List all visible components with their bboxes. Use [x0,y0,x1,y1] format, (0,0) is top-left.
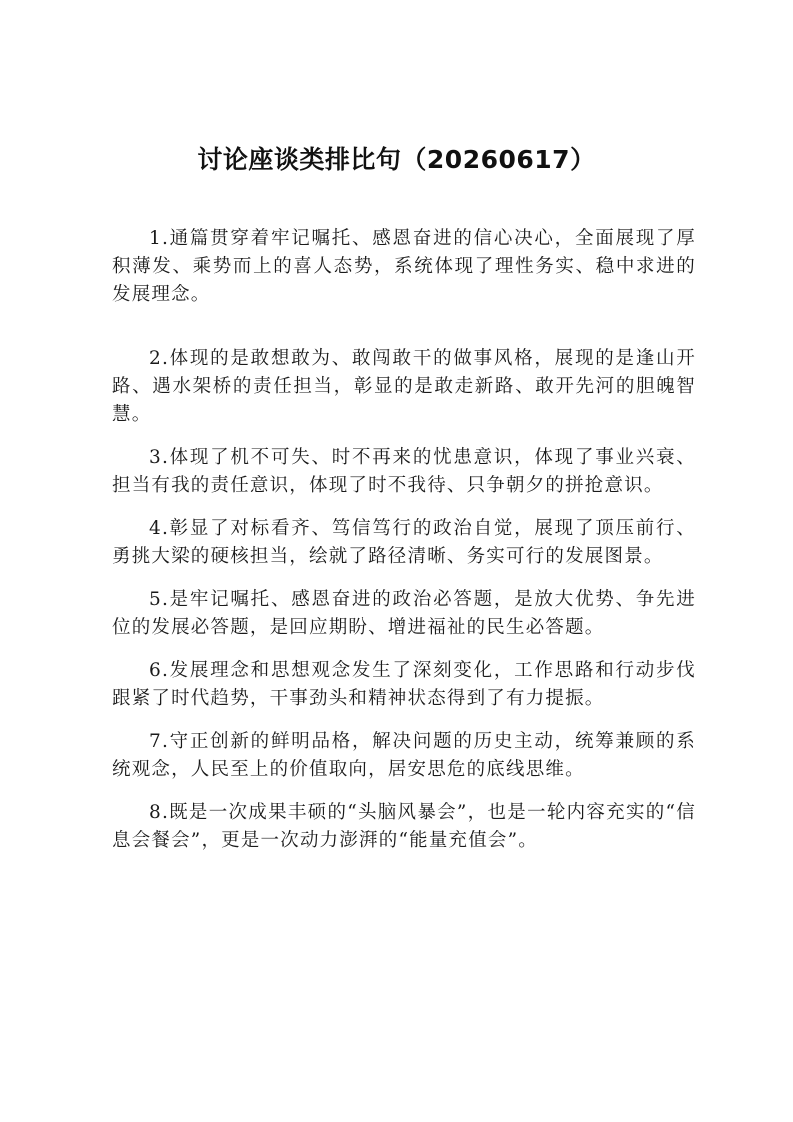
paragraph: 4.彰显了对标看齐、笃信笃行的政治自觉，展现了顶压前行、勇挑大梁的硬核担当，绘就了路径清晰、务实可行的发展图景。 [112,518,696,567]
paragraph: 7.守正创新的鲜明品格，解决问题的历史主动，统筹兼顾的系统观念，人民至上的价值取向，居安思危的底线思维。 [112,731,696,780]
paragraph: 3.体现了机不可失、时不再来的忧患意识，体现了事业兴衰、担当有我的责任意识，体现了时不我待、只争朝夕的拼抢意识。 [112,447,696,496]
paragraph: 8.既是一次成果丰硕的“头脑风暴会”，也是一轮内容充实的“信息会餐会”，更是一次动力澎湃的“能量充值会”。 [112,802,696,851]
paragraph: 6.发展理念和思想观念发生了深刻变化，工作思路和行动步伐跟紧了时代趋势，干事劲头和精神状态得到了有力提振。 [112,660,696,709]
paragraph: 5.是牢记嘱托、感恩奋进的政治必答题，是放大优势、争先进位的发展必答题，是回应期盼、增进福祉的民生必答题。 [112,589,696,638]
document-body [112,225,696,870]
paragraph: 2.体现的是敢想敢为、敢闯敢干的做事风格，展现的是逢山开路、遇水架桥的责任担当，彰显的是敢走新路、敢开先河的胆魄智慧。 [112,348,696,425]
paragraph: 1.通篇贯穿着牢记嘱托、感恩奋进的信心决心，全面展现了厚积薄发、乘势而上的喜人态势，系统体现了理性务实、稳中求进的发展理念。 [112,228,696,305]
document-title: 讨论座谈类排比句（20260617） [197,145,596,174]
